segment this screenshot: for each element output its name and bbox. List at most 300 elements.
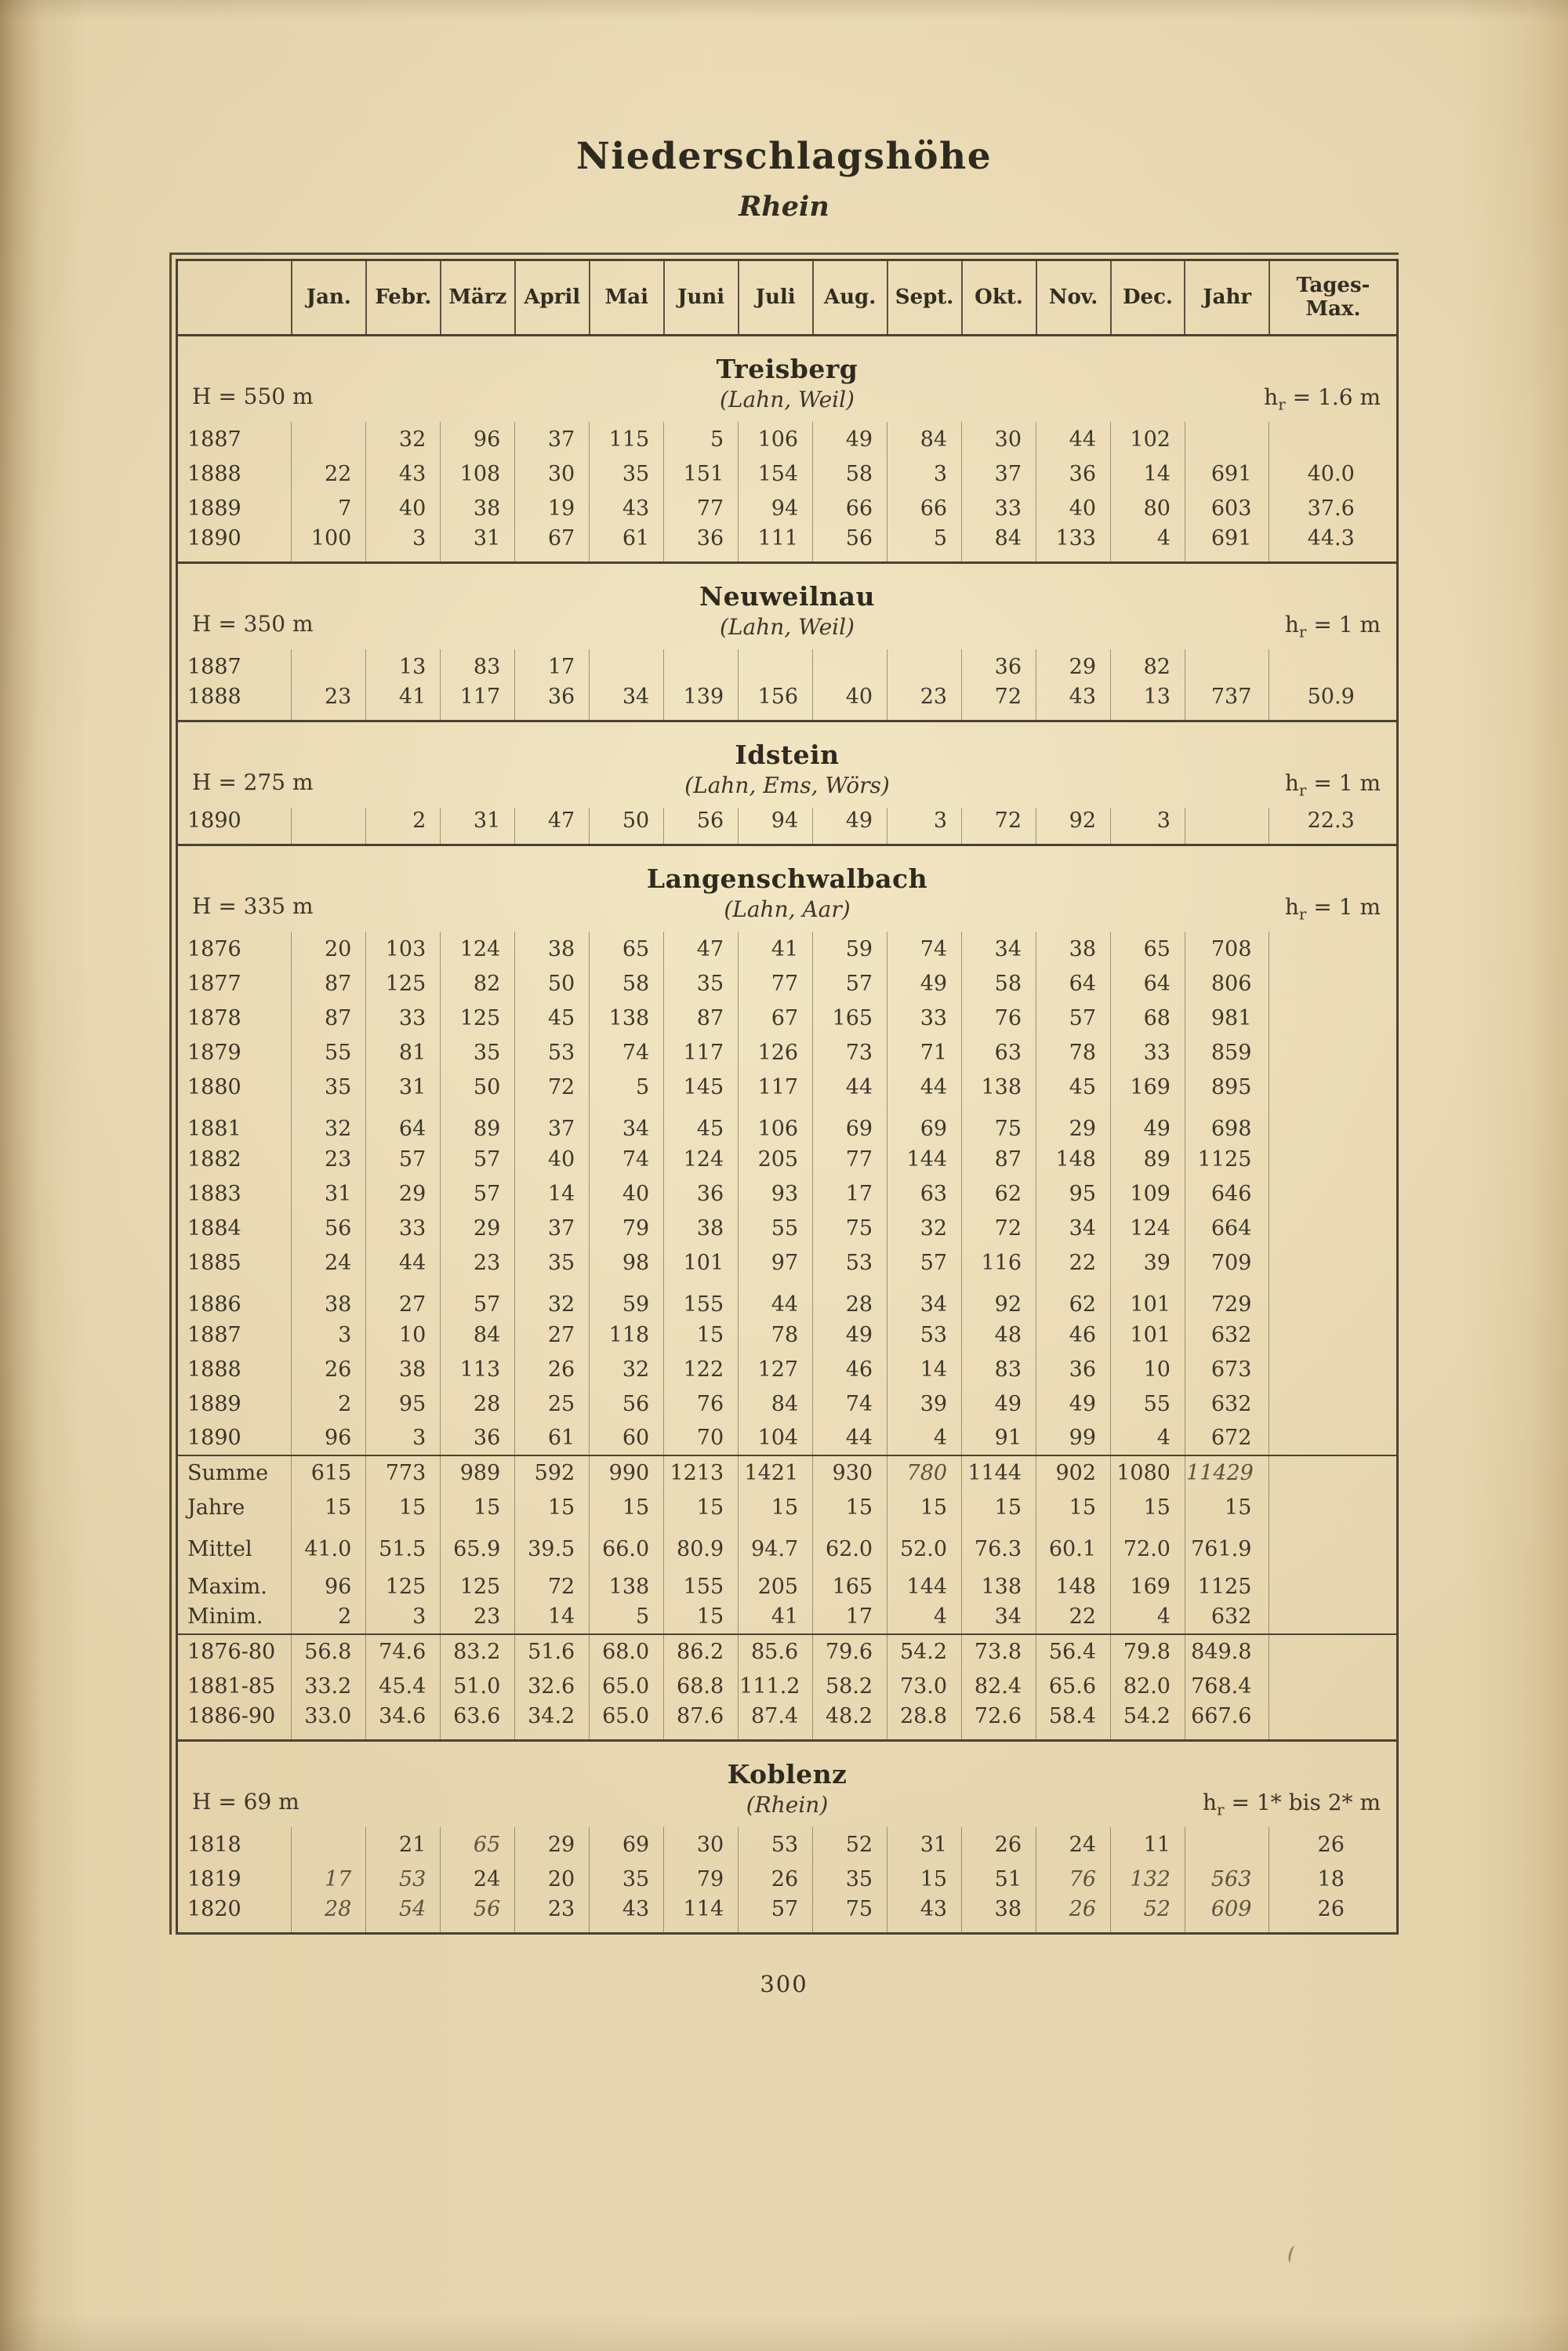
value-cell: 26 xyxy=(292,1352,366,1386)
value-cell: 17 xyxy=(813,1600,887,1634)
value-cell: 99 xyxy=(1036,1421,1111,1455)
table-row xyxy=(177,1352,1398,1386)
table-row xyxy=(177,1386,1398,1421)
value-cell xyxy=(292,422,366,456)
value-cell: 56 xyxy=(441,1896,515,1934)
value-cell: 117 xyxy=(664,1035,739,1070)
value-cell: 768.4 xyxy=(1185,1669,1269,1703)
station-name: Treisberg xyxy=(716,354,858,384)
value-cell xyxy=(590,649,664,684)
value-cell: 31 xyxy=(441,525,515,563)
row-label: 1887 xyxy=(187,654,241,679)
value-cell: 1125 xyxy=(1185,1562,1269,1600)
value-cell: 81 xyxy=(366,1035,441,1070)
value-cell: 33 xyxy=(366,1001,441,1035)
value-cell: 47 xyxy=(515,808,590,845)
value-cell: 38 xyxy=(292,1280,366,1317)
value-cell: 14 xyxy=(515,1600,590,1634)
value-cell: 66.0 xyxy=(590,1524,664,1562)
section-header-row xyxy=(177,845,1398,932)
value-cell: 36 xyxy=(962,649,1036,684)
value-cell: 30 xyxy=(962,422,1036,456)
value-cell: 138 xyxy=(590,1562,664,1600)
value-cell: 33.0 xyxy=(292,1703,366,1741)
value-cell: 39.5 xyxy=(515,1524,590,1562)
value-cell: 56.8 xyxy=(292,1634,366,1669)
value-cell: 4 xyxy=(1111,1421,1185,1455)
value-cell: 56.4 xyxy=(1036,1634,1111,1669)
value-cell: 169 xyxy=(1111,1562,1185,1600)
value-cell: 1144 xyxy=(962,1455,1036,1490)
value-cell: 66 xyxy=(887,491,962,525)
value-cell: 32 xyxy=(515,1280,590,1317)
value-cell: 737 xyxy=(1185,684,1269,721)
value-cell: 15 xyxy=(441,1490,515,1524)
value-cell: 34 xyxy=(590,684,664,721)
value-cell xyxy=(1269,1245,1398,1280)
value-cell: 49 xyxy=(887,966,962,1001)
value-cell: 58.2 xyxy=(813,1669,887,1703)
value-cell: 155 xyxy=(664,1562,739,1600)
row-label: 1887 xyxy=(187,427,241,452)
value-cell: 11429 xyxy=(1185,1455,1269,1490)
value-cell: 124 xyxy=(1111,1211,1185,1245)
row-label: 1876-80 xyxy=(177,1634,292,1669)
value-cell: 144 xyxy=(887,1142,962,1176)
value-cell xyxy=(1269,1070,1398,1104)
value-cell: 3 xyxy=(366,1600,441,1634)
value-cell: 15 xyxy=(590,1490,664,1524)
value-cell: 34 xyxy=(962,1600,1036,1634)
value-cell: 14 xyxy=(887,1352,962,1386)
value-cell: 115 xyxy=(590,422,664,456)
value-cell: 74 xyxy=(590,1142,664,1176)
table-row xyxy=(177,1280,1398,1317)
table-row xyxy=(177,1600,1398,1634)
value-cell: 101 xyxy=(664,1245,739,1280)
column-header: Febr. xyxy=(366,260,441,336)
value-cell: 11 xyxy=(1111,1827,1185,1862)
value-cell: 646 xyxy=(1185,1176,1269,1211)
value-cell: 111 xyxy=(739,525,813,563)
value-cell: 58.4 xyxy=(1036,1703,1111,1741)
row-label: Mittel xyxy=(187,1537,252,1561)
value-cell: 859 xyxy=(1185,1035,1269,1070)
value-cell: 65.0 xyxy=(590,1703,664,1741)
value-cell: 116 xyxy=(962,1245,1036,1280)
table-row xyxy=(177,1862,1398,1896)
column-header: Juli xyxy=(739,260,813,336)
station-rivers: (Lahn, Ems, Wörs) xyxy=(684,772,890,798)
column-header: Nov. xyxy=(1036,260,1111,336)
value-cell: 41.0 xyxy=(292,1524,366,1562)
value-cell: 37 xyxy=(515,1211,590,1245)
value-cell: 97 xyxy=(739,1245,813,1280)
value-cell: 72 xyxy=(515,1070,590,1104)
value-cell: 609 xyxy=(1185,1896,1269,1934)
value-cell: 1213 xyxy=(664,1455,739,1490)
value-cell: 592 xyxy=(515,1455,590,1490)
table-row xyxy=(177,1827,1398,1862)
value-cell: 122 xyxy=(664,1352,739,1386)
value-cell: 44 xyxy=(739,1280,813,1317)
value-cell: 15 xyxy=(292,1490,366,1524)
value-cell: 26 xyxy=(1036,1896,1111,1934)
value-cell: 113 xyxy=(441,1352,515,1386)
column-header: Aug. xyxy=(813,260,887,336)
section-header-row xyxy=(177,721,1398,808)
value-cell: 5 xyxy=(590,1600,664,1634)
value-cell: 154 xyxy=(739,456,813,491)
table-row xyxy=(177,1703,1398,1741)
table-row xyxy=(177,422,1398,456)
column-header: Dec. xyxy=(1111,260,1185,336)
value-cell: 29 xyxy=(1036,649,1111,684)
value-cell: 54.2 xyxy=(887,1634,962,1669)
value-cell: 77 xyxy=(664,491,739,525)
value-cell xyxy=(1185,808,1269,845)
value-cell: 52 xyxy=(813,1827,887,1862)
value-cell: 65 xyxy=(590,932,664,966)
value-cell: 39 xyxy=(887,1386,962,1421)
table-row xyxy=(177,1245,1398,1280)
value-cell: 94 xyxy=(739,808,813,845)
precipitation-table xyxy=(176,259,1399,1935)
value-cell: 28.8 xyxy=(887,1703,962,1741)
value-cell: 15 xyxy=(887,1862,962,1896)
value-cell: 65 xyxy=(1111,932,1185,966)
value-cell: 89 xyxy=(441,1104,515,1142)
row-label: 1890 xyxy=(187,808,241,833)
value-cell: 65.0 xyxy=(590,1669,664,1703)
table-row xyxy=(177,1524,1398,1562)
value-cell xyxy=(1269,1104,1398,1142)
value-cell: 38 xyxy=(664,1211,739,1245)
value-cell: 74 xyxy=(887,932,962,966)
value-cell: 22 xyxy=(1036,1600,1111,1634)
value-cell: 23 xyxy=(515,1896,590,1934)
value-cell: 79 xyxy=(590,1211,664,1245)
value-cell: 28 xyxy=(813,1280,887,1317)
value-cell: 708 xyxy=(1185,932,1269,966)
station-height: H = 350 m xyxy=(192,611,314,637)
value-cell: 4 xyxy=(1111,1600,1185,1634)
value-cell: 35 xyxy=(292,1070,366,1104)
row-label: Minim. xyxy=(187,1604,263,1629)
value-cell: 20 xyxy=(515,1862,590,1896)
value-cell: 615 xyxy=(292,1455,366,1490)
value-cell: 36 xyxy=(515,684,590,721)
column-header: Tages- Max. xyxy=(1269,260,1398,336)
value-cell: 82.4 xyxy=(962,1669,1036,1703)
row-label: 1888 xyxy=(187,461,241,486)
value-cell xyxy=(1269,1142,1398,1176)
value-cell: 15 xyxy=(515,1490,590,1524)
value-cell: 96 xyxy=(441,422,515,456)
row-label: 1888 xyxy=(187,685,241,709)
value-cell xyxy=(1185,422,1269,456)
value-cell xyxy=(1269,1421,1398,1455)
value-cell: 15 xyxy=(739,1490,813,1524)
value-cell: 27 xyxy=(366,1280,441,1317)
value-cell: 57 xyxy=(739,1896,813,1934)
value-cell: 87 xyxy=(962,1142,1036,1176)
value-cell: 3 xyxy=(1111,808,1185,845)
value-cell: 3 xyxy=(366,525,441,563)
section-header-row xyxy=(177,336,1398,423)
value-cell: 64 xyxy=(1036,966,1111,1001)
value-cell: 31 xyxy=(292,1176,366,1211)
table-row xyxy=(177,1455,1398,1490)
station-block xyxy=(178,722,1396,808)
value-cell: 13 xyxy=(1111,684,1185,721)
value-cell: 5 xyxy=(887,525,962,563)
value-cell: 84 xyxy=(739,1386,813,1421)
value-cell: 70 xyxy=(664,1421,739,1455)
table-body xyxy=(177,336,1398,1934)
row-label: 1888 xyxy=(187,1357,241,1382)
value-cell: 126 xyxy=(739,1035,813,1070)
value-cell: 72 xyxy=(962,1211,1036,1245)
value-cell: 15 xyxy=(1111,1490,1185,1524)
value-cell: 14 xyxy=(515,1176,590,1211)
value-cell: 33 xyxy=(366,1211,441,1245)
value-cell: 73 xyxy=(813,1035,887,1070)
scan-smudge xyxy=(1287,2245,1298,2264)
value-cell: 43 xyxy=(366,456,441,491)
value-cell: 68.8 xyxy=(664,1669,739,1703)
value-cell: 92 xyxy=(1036,808,1111,845)
value-cell: 1125 xyxy=(1185,1142,1269,1176)
value-cell: 44 xyxy=(813,1421,887,1455)
value-cell: 17 xyxy=(813,1176,887,1211)
column-header: April xyxy=(515,260,590,336)
value-cell xyxy=(292,649,366,684)
station-rivers: (Rhein) xyxy=(746,1792,829,1818)
value-cell: 632 xyxy=(1185,1317,1269,1352)
station-name: Neuweilnau xyxy=(699,581,875,612)
value-cell: 44 xyxy=(366,1245,441,1280)
value-cell: 15 xyxy=(1185,1490,1269,1524)
value-cell: 94 xyxy=(739,491,813,525)
value-cell xyxy=(292,1827,366,1862)
value-cell: 38 xyxy=(1036,932,1111,966)
value-cell: 56 xyxy=(590,1386,664,1421)
value-cell: 44 xyxy=(887,1070,962,1104)
value-cell xyxy=(1269,1035,1398,1070)
value-cell: 26 xyxy=(962,1827,1036,1862)
value-cell xyxy=(1269,1562,1398,1600)
value-cell: 902 xyxy=(1036,1455,1111,1490)
value-cell: 73.8 xyxy=(962,1634,1036,1669)
value-cell: 138 xyxy=(962,1070,1036,1104)
value-cell: 52 xyxy=(1111,1896,1185,1934)
value-cell: 780 xyxy=(887,1455,962,1490)
value-cell: 95 xyxy=(1036,1176,1111,1211)
table-row xyxy=(177,1142,1398,1176)
value-cell: 82.0 xyxy=(1111,1669,1185,1703)
value-cell: 27 xyxy=(515,1317,590,1352)
station-block xyxy=(178,846,1396,932)
value-cell: 125 xyxy=(366,1562,441,1600)
value-cell: 66 xyxy=(813,491,887,525)
row-label: 1880 xyxy=(187,1074,241,1099)
value-cell: 849.8 xyxy=(1185,1634,1269,1669)
value-cell: 72 xyxy=(515,1562,590,1600)
value-cell: 57 xyxy=(887,1245,962,1280)
value-cell: 76 xyxy=(962,1001,1036,1035)
value-cell: 51.6 xyxy=(515,1634,590,1669)
value-cell: 3 xyxy=(366,1421,441,1455)
station-hr-value: $h_r = 1$ m xyxy=(1284,894,1381,924)
value-cell: 34 xyxy=(887,1280,962,1317)
table-row xyxy=(177,966,1398,1001)
value-cell: 106 xyxy=(739,422,813,456)
value-cell: 14 xyxy=(1111,456,1185,491)
table-row xyxy=(177,1562,1398,1600)
table-row xyxy=(177,1317,1398,1352)
value-cell: 57 xyxy=(1036,1001,1111,1035)
row-label: 1890 xyxy=(187,526,241,551)
value-cell: 44 xyxy=(813,1070,887,1104)
value-cell: 35 xyxy=(515,1245,590,1280)
value-cell: 35 xyxy=(590,456,664,491)
value-cell: 205 xyxy=(739,1562,813,1600)
station-block xyxy=(178,564,1396,649)
value-cell xyxy=(887,649,962,684)
value-cell: 117 xyxy=(441,684,515,721)
value-cell: 35 xyxy=(813,1862,887,1896)
value-cell: 50 xyxy=(590,808,664,845)
value-cell: 41 xyxy=(739,1600,813,1634)
value-cell: 148 xyxy=(1036,1142,1111,1176)
table-row xyxy=(177,649,1398,684)
row-label: Maxim. xyxy=(187,1575,267,1599)
value-cell xyxy=(1269,1352,1398,1386)
value-cell: 23 xyxy=(292,684,366,721)
value-cell: 57 xyxy=(441,1142,515,1176)
value-cell: 45.4 xyxy=(366,1669,441,1703)
value-cell: 29 xyxy=(366,1176,441,1211)
column-header: Mai xyxy=(590,260,664,336)
station-name: Koblenz xyxy=(727,1759,848,1790)
value-cell: 15 xyxy=(664,1317,739,1352)
value-cell: 72.0 xyxy=(1111,1524,1185,1562)
value-cell: 54.2 xyxy=(1111,1703,1185,1741)
value-cell: 62 xyxy=(1036,1280,1111,1317)
value-cell: 29 xyxy=(515,1827,590,1862)
row-label: 1876 xyxy=(187,936,241,961)
value-cell: 36 xyxy=(441,1421,515,1455)
value-cell: 65 xyxy=(441,1827,515,1862)
value-cell: 17 xyxy=(292,1862,366,1896)
value-cell: 59 xyxy=(813,932,887,966)
value-cell: 54 xyxy=(366,1896,441,1934)
value-cell: 91 xyxy=(962,1421,1036,1455)
value-cell: 41 xyxy=(366,684,441,721)
row-label: 1890 xyxy=(187,1426,241,1450)
table-row xyxy=(177,1896,1398,1934)
value-cell: 156 xyxy=(739,684,813,721)
value-cell: 78 xyxy=(739,1317,813,1352)
value-cell: 21 xyxy=(366,1827,441,1862)
value-cell: 51 xyxy=(962,1862,1036,1896)
value-cell xyxy=(1269,1634,1398,1669)
value-cell: 148 xyxy=(1036,1562,1111,1600)
value-cell: 165 xyxy=(813,1562,887,1600)
value-cell: 79 xyxy=(664,1862,739,1896)
value-cell: 87 xyxy=(664,1001,739,1035)
value-cell: 68 xyxy=(1111,1001,1185,1035)
value-cell: 49 xyxy=(813,808,887,845)
value-cell: 165 xyxy=(813,1001,887,1035)
value-cell: 49 xyxy=(813,422,887,456)
value-cell: 33 xyxy=(887,1001,962,1035)
value-cell: 36 xyxy=(664,525,739,563)
value-cell: 34 xyxy=(962,932,1036,966)
value-cell: 24 xyxy=(1036,1827,1111,1862)
value-cell: 53 xyxy=(887,1317,962,1352)
value-cell: 109 xyxy=(1111,1176,1185,1211)
value-cell: 40.0 xyxy=(1269,456,1398,491)
value-cell: 773 xyxy=(366,1455,441,1490)
value-cell: 79.8 xyxy=(1111,1634,1185,1669)
value-cell: 37.6 xyxy=(1269,491,1398,525)
value-cell xyxy=(1185,649,1269,684)
value-cell: 26 xyxy=(1269,1827,1398,1862)
value-cell: 44 xyxy=(1036,422,1111,456)
value-cell: 35 xyxy=(664,966,739,1001)
row-label: Summe xyxy=(177,1455,292,1490)
value-cell: 664 xyxy=(1185,1211,1269,1245)
value-cell: 133 xyxy=(1036,525,1111,563)
value-cell: 58 xyxy=(590,966,664,1001)
row-label: 1887 xyxy=(187,1322,241,1347)
value-cell: 22.3 xyxy=(1269,808,1398,845)
value-cell: 672 xyxy=(1185,1421,1269,1455)
value-cell: 144 xyxy=(887,1562,962,1600)
table-row xyxy=(177,525,1398,563)
value-cell: 98 xyxy=(590,1245,664,1280)
value-cell: 68.0 xyxy=(590,1634,664,1669)
value-cell: 75 xyxy=(962,1104,1036,1142)
value-cell: 50 xyxy=(515,966,590,1001)
value-cell: 709 xyxy=(1185,1245,1269,1280)
value-cell: 45 xyxy=(515,1001,590,1035)
value-cell: 32.6 xyxy=(515,1669,590,1703)
station-height: H = 335 m xyxy=(192,893,314,919)
value-cell: 1421 xyxy=(739,1455,813,1490)
value-cell: 35 xyxy=(590,1862,664,1896)
value-cell: 76.3 xyxy=(962,1524,1036,1562)
value-cell: 62.0 xyxy=(813,1524,887,1562)
value-cell: 38 xyxy=(962,1896,1036,1934)
value-cell: 80 xyxy=(1111,491,1185,525)
value-cell: 102 xyxy=(1111,422,1185,456)
table-row xyxy=(177,1104,1398,1142)
value-cell: 28 xyxy=(441,1386,515,1421)
value-cell: 29 xyxy=(441,1211,515,1245)
value-cell xyxy=(1269,649,1398,684)
value-cell: 76 xyxy=(664,1386,739,1421)
value-cell xyxy=(1269,1280,1398,1317)
value-cell: 53 xyxy=(739,1827,813,1862)
value-cell: 15 xyxy=(962,1490,1036,1524)
value-cell: 58 xyxy=(813,456,887,491)
value-cell: 59 xyxy=(590,1280,664,1317)
column-header: Juni xyxy=(664,260,739,336)
value-cell: 45 xyxy=(1036,1070,1111,1104)
